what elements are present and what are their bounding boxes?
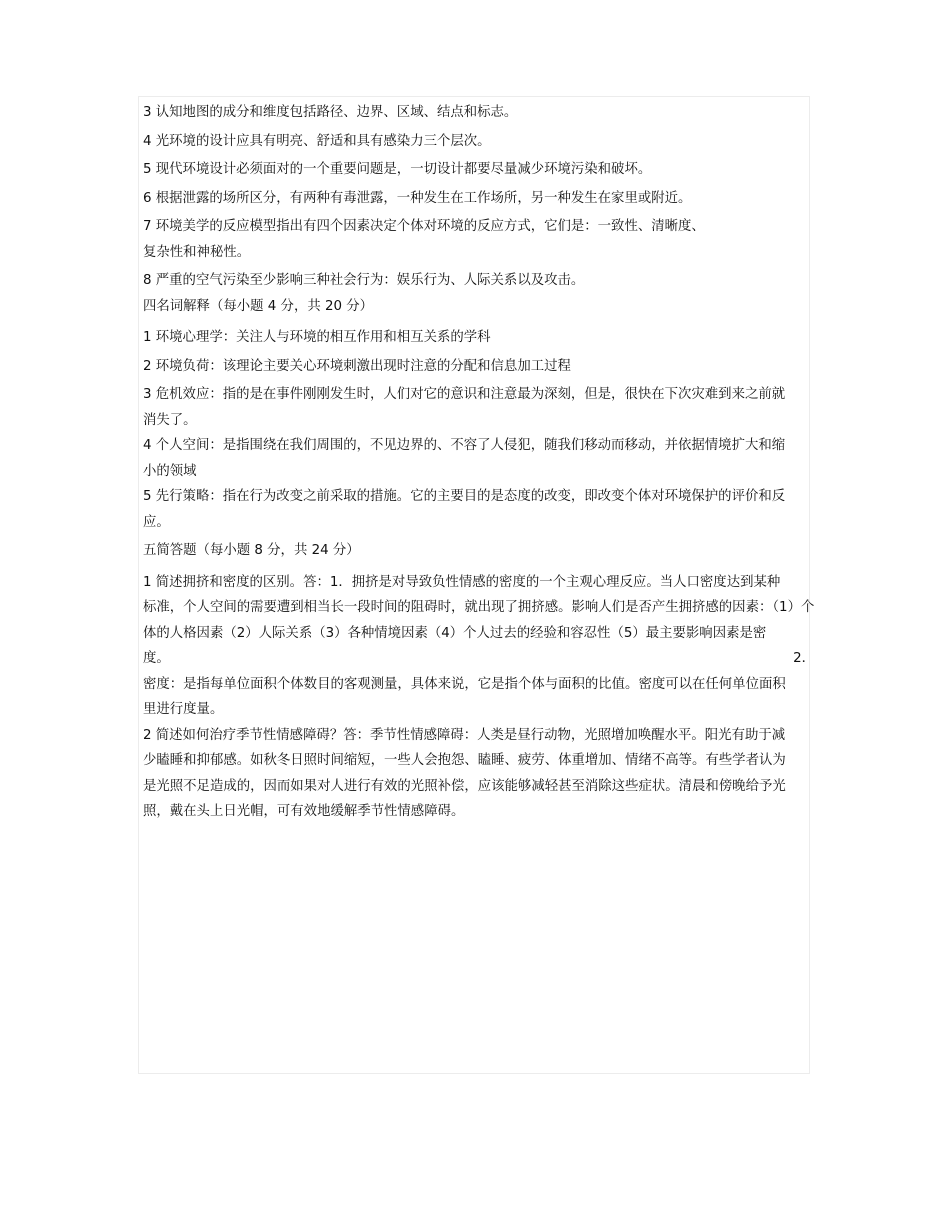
- answer-paragraph: 体的人格因素（2）人际关系（3）各种情境因素（4）个人过去的经验和容忍性（5）最主要影响因素是密: [143, 625, 767, 641]
- list-item-continuation: 复杂性和神秘性。: [143, 244, 251, 260]
- section-heading-short-answer: 五简答题（每小题 8 分，共 24 分）: [143, 543, 360, 558]
- term-definition-continuation: 应。: [143, 514, 170, 530]
- list-item: 5 现代环境设计必须面对的一个重要问题是，一切设计都要尽量减少环境污染和破坏。: [143, 162, 652, 177]
- list-item: 8 严重的空气污染至少影响三种社会行为：娱乐行为、人际关系以及攻击。: [143, 273, 585, 288]
- answer-text-right: 2．: [793, 651, 815, 666]
- term-definition-continuation: 消失了。: [143, 412, 197, 428]
- term-definition: 4 个人空间：是指围绕在我们周围的，不见边界的、不容了人侵犯，随我们移动而移动，并依据情境扩大和缩: [143, 438, 786, 453]
- answer-paragraph-split: [143, 646, 815, 672]
- answer-text-left: 度。: [143, 651, 170, 666]
- answer-paragraph: 是光照不足造成的，因而如果对人进行有效的光照补偿，应该能够减轻甚至消除这些症状。清晨和傍晚给予光: [143, 778, 786, 794]
- answer-paragraph: 密度：是指每单位面积个体数目的客观测量，具体来说，它是指个体与面积的比值。密度可以在任何单位面积: [143, 676, 786, 692]
- term-definition: 5 先行策略：指在行为改变之前采取的措施。它的主要目的是态度的改变，即改变个体对环境保护的评价和反: [143, 489, 786, 504]
- list-item: 7 环境美学的反应模型指出有四个因素决定个体对环境的反应方式，它们是：一致性、清晰度、: [143, 219, 705, 234]
- answer-paragraph: 照，戴在头上日光帽，可有效地缓解季节性情感障碍。: [143, 804, 465, 819]
- answer-paragraph: 里进行度量。: [143, 702, 224, 717]
- document-body: [143, 100, 815, 825]
- answer-paragraph: 1 简述拥挤和密度的区别。答：1．拥挤是对导致负性情感的密度的一个主观心理反应。当人口密度达到某种: [143, 574, 781, 590]
- answer-paragraph: 2 简述如何治疗季节性情感障碍？答：季节性情感障碍：人类是昼行动物，光照增加唤醒水平。阳光有助于减: [143, 727, 786, 743]
- list-item: 6 根据泄露的场所区分，有两种有毒泄露，一种发生在工作场所，另一种发生在家里或附近。: [143, 190, 692, 206]
- list-item: 4 光环境的设计应具有明亮、舒适和具有感染力三个层次。: [143, 133, 491, 149]
- list-item: 3 认知地图的成分和维度包括路径、边界、区域、结点和标志。: [143, 105, 518, 120]
- section-heading-terms: 四名词解释（每小题 4 分，共 20 分）: [143, 298, 374, 314]
- term-definition-continuation: 小的领域: [143, 463, 197, 479]
- term-definition: 3 危机效应：指的是在事件刚刚发生时，人们对它的意识和注意最为深刻，但是，很快在下次灾难到来之前就: [143, 387, 786, 402]
- answer-paragraph: 少瞌睡和抑郁感。如秋冬日照时间缩短，一些人会抱怨、瞌睡、疲劳、体重增加、情绪不高等。有些学者认为: [143, 753, 786, 768]
- term-definition: 2 环境负荷：该理论主要关心环境刺激出现时注意的分配和信息加工过程: [143, 358, 571, 374]
- answer-paragraph: 标准，个人空间的需要遭到相当长一段时间的阻碍时，就出现了拥挤感。影响人们是否产生拥挤感的因素：（1）个: [143, 600, 815, 615]
- term-definition: 1 环境心理学：关注人与环境的相互作用和相互关系的学科: [143, 330, 491, 345]
